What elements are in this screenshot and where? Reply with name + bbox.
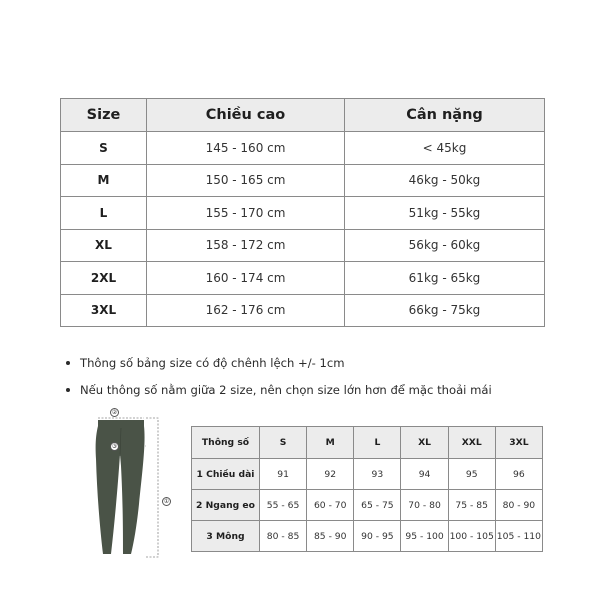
header-size-m: M [307,427,354,459]
marker-length: ① [163,498,170,505]
weight-cell: 61kg - 65kg [345,262,545,295]
size-table [60,98,545,327]
value-cell: 96 [495,459,542,490]
header-size-3xl: 3XL [495,427,542,459]
row-label-hip: 3 Mông [192,521,260,552]
value-cell: 93 [354,459,401,490]
value-cell: 80 - 90 [495,490,542,521]
marker-hip: ③ [111,443,118,450]
size-table-header-row [61,99,545,132]
leggings-drawing [82,404,182,564]
leggings-shape [96,426,145,554]
value-cell: 65 - 75 [354,490,401,521]
weight-cell: 46kg - 50kg [345,164,545,197]
value-cell: 80 - 85 [260,521,307,552]
table-row [61,294,545,327]
table-row [192,490,543,521]
notes-list [66,356,586,410]
header-size-l: L [354,427,401,459]
weight-cell: 56kg - 60kg [345,229,545,262]
value-cell: 105 - 110 [495,521,542,552]
row-label-waist: 2 Ngang eo [192,490,260,521]
marker-waist: ② [111,409,118,416]
size-cell: M [61,164,147,197]
size-cell: L [61,197,147,230]
height-cell: 160 - 174 cm [147,262,345,295]
height-cell: 158 - 172 cm [147,229,345,262]
header-corner: Thông số [192,427,260,459]
weight-cell: 66kg - 75kg [345,294,545,327]
value-cell: 91 [260,459,307,490]
height-cell: 162 - 176 cm [147,294,345,327]
table-row [61,197,545,230]
note-item: Thông số bảng size có độ chênh lệch +/- 1cm [66,356,586,370]
measure-header-row [192,427,543,459]
value-cell: 75 - 85 [448,490,495,521]
height-cell: 145 - 160 cm [147,132,345,165]
table-row [61,229,545,262]
header-height: Chiều cao [147,99,345,132]
table-row [61,164,545,197]
value-cell: 95 [448,459,495,490]
value-cell: 92 [307,459,354,490]
leggings-illustration [82,404,182,564]
table-row [192,521,543,552]
value-cell: 70 - 80 [401,490,448,521]
row-label-length: 1 Chiều dài [192,459,260,490]
size-cell: S [61,132,147,165]
note-item: Nếu thông số nằm giữa 2 size, nên chọn size lớn hơn để mặc thoải mái [66,383,586,397]
header-size-s: S [260,427,307,459]
table-row [61,132,545,165]
value-cell: 55 - 65 [260,490,307,521]
header-size-xxl: XXL [448,427,495,459]
value-cell: 85 - 90 [307,521,354,552]
height-cell: 155 - 170 cm [147,197,345,230]
header-size: Size [61,99,147,132]
value-cell: 94 [401,459,448,490]
header-size-xl: XL [401,427,448,459]
header-weight: Cân nặng [345,99,545,132]
size-cell: 2XL [61,262,147,295]
height-cell: 150 - 165 cm [147,164,345,197]
weight-cell: 51kg - 55kg [345,197,545,230]
size-cell: 3XL [61,294,147,327]
weight-cell: < 45kg [345,132,545,165]
measurement-table [191,426,543,552]
value-cell: 95 - 100 [401,521,448,552]
value-cell: 60 - 70 [307,490,354,521]
value-cell: 90 - 95 [354,521,401,552]
table-row [192,459,543,490]
size-cell: XL [61,229,147,262]
value-cell: 100 - 105 [448,521,495,552]
table-row [61,262,545,295]
